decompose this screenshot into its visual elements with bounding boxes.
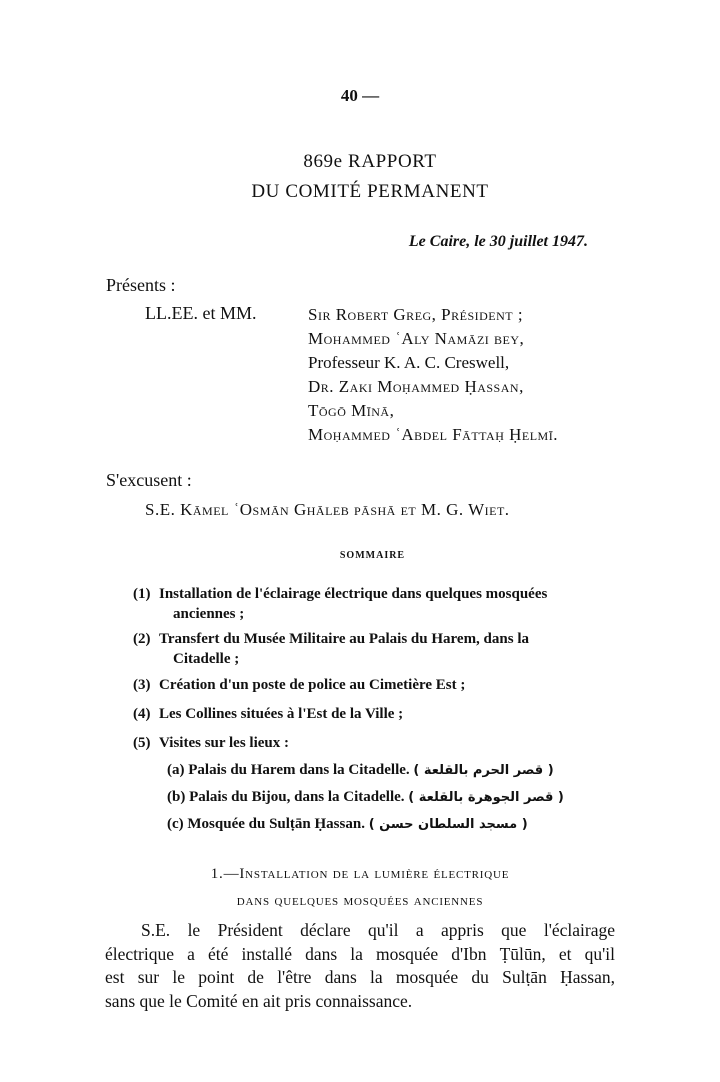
sommaire-item <box>133 629 613 669</box>
honorific: LL.EE. et MM. <box>145 303 257 323</box>
sommaire-item <box>133 704 613 724</box>
member-name: Tōgō Mīnā, <box>308 401 395 420</box>
item-number: (4) <box>133 706 151 722</box>
report-title: 869e RAPPORT <box>303 151 437 172</box>
sommaire-sub-item <box>167 789 564 806</box>
place-date: Le Caire, le 30 juillet 1947. <box>408 233 588 250</box>
item-text: Visites sur les lieux : <box>159 735 289 751</box>
member-name: Mohammed ʿAly Namāzi bey, <box>308 329 525 348</box>
item-text-continued: Citadelle ; <box>173 651 240 667</box>
item-number: (2) <box>133 631 151 647</box>
sommaire-item <box>133 733 613 753</box>
item-text: Transfert du Musée Militaire au Palais du Harem, dans la <box>159 631 529 647</box>
paragraph-line: électrique a été installé dans la mosquée d'Ibn Ṭūlūn, et qu'il <box>105 943 615 964</box>
member-name: Sir Robert Greg, Président ; <box>308 305 524 324</box>
present-label: Présents : <box>106 275 176 295</box>
sommaire-sub-item <box>167 762 554 779</box>
sub-item-text: (b) Palais du Bijou, dans la Citadelle. <box>167 789 405 805</box>
page-number: 40 — <box>340 86 380 105</box>
section-heading-continued: dans quelques mosquées anciennes <box>236 893 484 909</box>
item-text: Les Collines situées à l'Est de la Ville ; <box>159 706 404 722</box>
paragraph-line: S.E. le Président déclare qu'il a appris que l'éclairage <box>141 920 615 940</box>
paragraph-line: est sur le point de l'être dans la mosquée du Sulṭān Ḥassan, <box>105 967 615 987</box>
member-name: Dr. Zaki Moḥammed Ḥassan, <box>308 377 524 396</box>
arabic-name: ( مسجد السلطان حسن ) <box>368 817 528 832</box>
excused-members: S.E. Kāmel ʿOsmān Ghāleb pāshā et M. G. Wiet. <box>145 500 510 519</box>
member-name: Moḥammed ʿAbdel Fāttaḥ Ḥelmī. <box>308 425 558 444</box>
item-number: (5) <box>133 735 151 751</box>
report-subtitle: DU COMITÉ PERMANENT <box>251 181 489 202</box>
sub-item-text: (a) Palais du Harem dans la Citadelle. <box>167 762 410 778</box>
item-text-continued: anciennes ; <box>173 606 245 622</box>
item-number: (3) <box>133 677 151 693</box>
sub-item-text: (c) Mosquée du Sulṭān Ḥassan. <box>167 816 365 832</box>
sommaire-sub-item <box>167 816 528 833</box>
paragraph-line: sans que le Comité en ait pris connaissance. <box>105 990 413 1011</box>
sommaire-item <box>133 584 613 624</box>
section-paragraph <box>105 919 615 1013</box>
excused-label: S'excusent : <box>106 470 192 490</box>
sommaire-item <box>133 675 613 695</box>
sommaire-title: SOMMAIRE <box>339 550 406 561</box>
arabic-name: ( قصر الحرم بالقلعة ) <box>413 763 554 778</box>
item-text: Création d'un poste de police au Cimetière Est ; <box>159 677 466 693</box>
section-heading: 1.—Installation de la lumière électrique <box>210 866 510 882</box>
member-name: Professeur K. A. C. Creswell, <box>308 353 510 372</box>
members-list <box>308 303 558 447</box>
item-text: Installation de l'éclairage électrique dans quelques mosquées <box>159 586 548 602</box>
item-number: (1) <box>133 586 151 602</box>
arabic-name: ( قصر الجوهرة بالقلعة ) <box>408 790 564 805</box>
